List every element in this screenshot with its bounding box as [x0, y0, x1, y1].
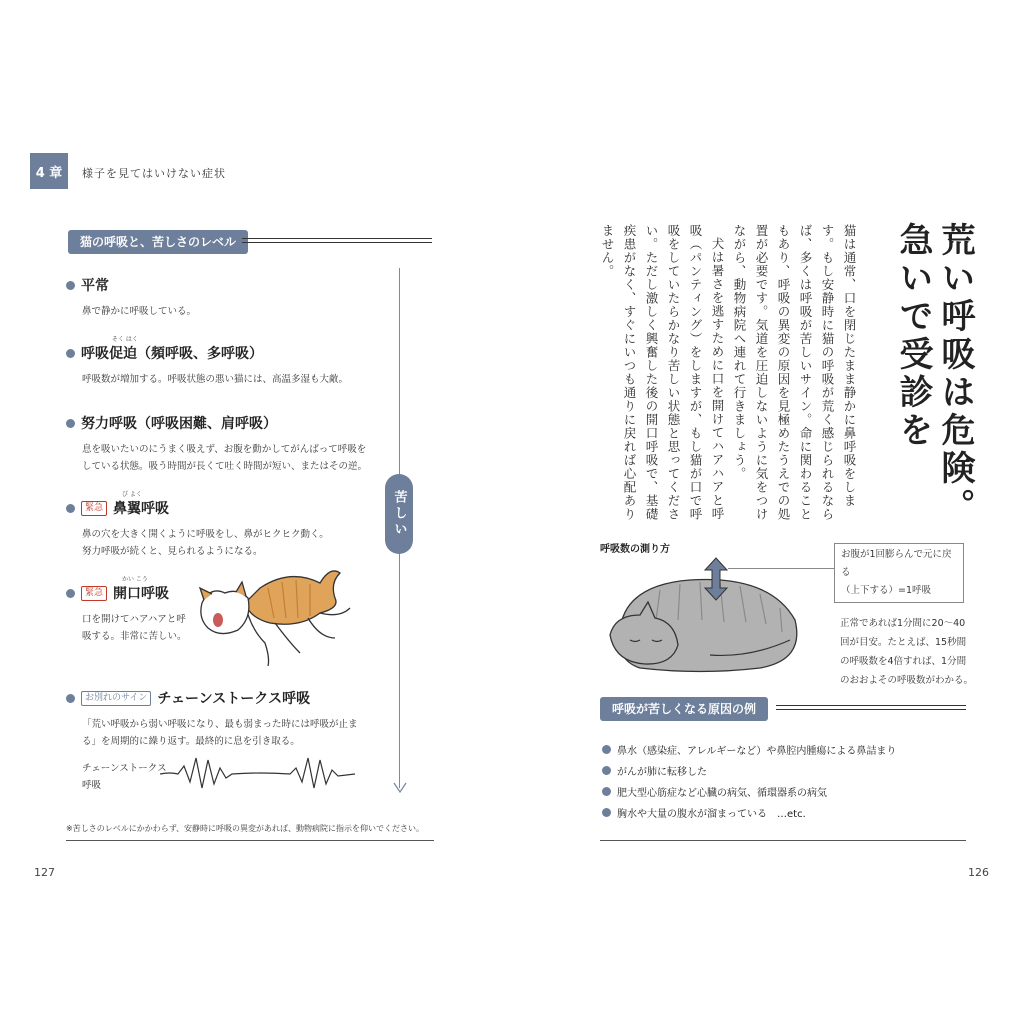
body-column: ません。	[600, 224, 615, 278]
urgent-tag: 緊急	[81, 501, 107, 516]
level-desc: 努力呼吸が続くと、見られるようになる。	[82, 546, 263, 557]
cause-item	[602, 805, 806, 820]
farewell-tag: お別れのサイン	[81, 691, 151, 706]
body-column: 猫は通常、口を閉じたまま静かに鼻呼吸をしま	[842, 224, 857, 508]
desc-line: 正常であれば1分間に20～40	[840, 618, 966, 629]
level-title: 平常	[81, 278, 109, 294]
bullet-icon	[66, 504, 75, 513]
bullet-icon	[66, 589, 75, 598]
level-title: 努力呼吸（呼吸困難、肩呼吸）	[81, 416, 277, 432]
bullet-icon	[602, 808, 611, 817]
footer-rule	[66, 840, 434, 841]
ruby-text: かい こう	[122, 576, 148, 583]
level-desc: 鼻の穴を大きく開くように呼吸をし、鼻がヒクヒク動く。	[82, 529, 329, 540]
breath-callout	[834, 543, 964, 603]
footnote: ※苦しさのレベルにかかわらず、安静時に呼吸の異変があれば、動物病院に指示を仰いでください。	[66, 824, 425, 833]
level-desc: 呼吸数が増加する。呼吸状態の悪い猫には、高温多湿も大敵。	[82, 374, 349, 385]
level-desc: 息を吸いたいのにうまく吸えず、お腹を動かしてがんばって呼吸を	[82, 444, 367, 455]
body-column: ながら、動物病院へ連れて行きましょう。	[732, 224, 747, 481]
level-open-mouth	[66, 576, 187, 645]
desc-line: の呼吸数を4倍すれば、1分間	[840, 656, 967, 667]
causes-header: 呼吸が苦しくなる原因の例	[600, 697, 768, 721]
bullet-icon	[66, 281, 75, 290]
body-column: い。ただし激しく興奮した後の開口呼吸で、基礎	[644, 224, 659, 521]
up-down-arrow-icon	[703, 556, 729, 602]
level-normal	[66, 275, 196, 320]
chapter-number: 4 章	[30, 153, 68, 189]
desc-line: 回が目安。たとえば、15秒間	[840, 637, 967, 648]
footer-rule	[600, 840, 966, 841]
body-column: ば、多くは呼吸が苦しいサイン。命に関わること	[798, 224, 813, 521]
level-title: 呼吸促迫（頻呼吸、多呼吸）	[81, 346, 263, 362]
cause-item	[602, 784, 827, 799]
header-rule	[242, 238, 432, 243]
level-nasal-flaring	[66, 491, 329, 560]
body-column: 疾患がなく、すぐにいつも通りに戻れば心配あり	[622, 224, 637, 521]
header-rule	[776, 705, 966, 710]
cause-text: がんが肺に転移した	[617, 767, 707, 778]
bullet-icon	[66, 349, 75, 358]
chapter-title: 様子を見てはいけない症状	[82, 167, 226, 180]
bullet-icon	[602, 766, 611, 775]
level-desc: 「荒い呼吸から弱い呼吸になり、最も弱まった時には呼吸が止ま	[82, 719, 358, 730]
cause-text: 胸水や大量の腹水が溜まっている …etc.	[617, 809, 806, 820]
page-title	[892, 222, 976, 526]
body-column: 吸をしていたらかなり苦しい状態と思ってくださ	[666, 224, 681, 521]
level-desc: る」を周期的に繰り返す。最終的に息を引き取る。	[82, 736, 300, 747]
cause-item	[602, 763, 707, 778]
body-column: す。もし安静時に猫の呼吸が荒く感じられるなら	[820, 224, 835, 521]
level-title: 開口呼吸	[113, 586, 170, 602]
level-title: 鼻翼呼吸	[113, 501, 170, 517]
body-column: 犬は暑さを逃すために口を開けてハアハアと呼	[710, 237, 725, 521]
callout-line: （上下する）=1呼吸	[841, 585, 932, 596]
level-desc: している状態。吸う時間が長くて吐く時間が短い、またはその逆。	[82, 461, 368, 472]
urgent-tag: 緊急	[81, 586, 107, 601]
level-desc: 吸する。非常に苦しい。	[82, 631, 187, 642]
measure-label: 呼吸数の測り方	[600, 544, 670, 555]
bullet-icon	[602, 745, 611, 754]
cause-item	[602, 742, 896, 757]
cause-text: 肥大型心筋症など心臓の病気、循環器系の病気	[617, 788, 827, 799]
title-line: 荒い呼吸は危険。	[935, 222, 975, 526]
body-column: 吸（パンティング）をしますが、もし猫が口で呼	[688, 224, 703, 521]
page-number-left: 127	[34, 866, 55, 879]
breathing-levels-header: 猫の呼吸と、苦しさのレベル	[68, 230, 248, 254]
severity-label: 苦しい	[385, 474, 413, 554]
ruby-text: び よく	[122, 491, 142, 498]
bullet-icon	[66, 694, 75, 703]
label-line: 呼吸	[82, 780, 102, 791]
body-column: もあり、呼吸の異変の原因を見極めたうえでの処	[776, 224, 791, 521]
measure-description	[840, 614, 973, 690]
body-column: 置が必要です。気道を圧迫しないように気をつけ	[754, 224, 769, 521]
callout-line: お腹が1回膨らんで元に戻る	[841, 549, 952, 578]
label-line: チェーンストークス	[82, 763, 167, 774]
body-text	[590, 224, 860, 524]
level-title: チェーンストークス呼吸	[157, 691, 311, 707]
level-desc: 鼻で静かに呼吸している。	[82, 306, 197, 317]
ruby-text: そく はく	[112, 336, 138, 343]
page-number-right: 126	[968, 866, 989, 879]
cause-text: 鼻水（感染症、アレルギーなど）や鼻腔内腫瘍による鼻詰まり	[617, 746, 897, 757]
cheyne-stokes-label	[82, 760, 167, 794]
panting-cat-illustration	[190, 558, 355, 673]
level-cheyne-stokes	[66, 688, 358, 750]
level-tachypnea	[66, 336, 349, 388]
level-desc: 口を開けてハアハアと呼	[82, 614, 186, 625]
level-labored	[66, 413, 367, 475]
arrow-down-icon	[393, 782, 407, 794]
desc-line: のおおよその呼吸数がわかる。	[840, 675, 974, 686]
cheyne-stokes-waveform	[160, 752, 355, 792]
title-line: 急いで受診を	[893, 222, 933, 450]
bullet-icon	[66, 419, 75, 428]
bullet-icon	[602, 787, 611, 796]
